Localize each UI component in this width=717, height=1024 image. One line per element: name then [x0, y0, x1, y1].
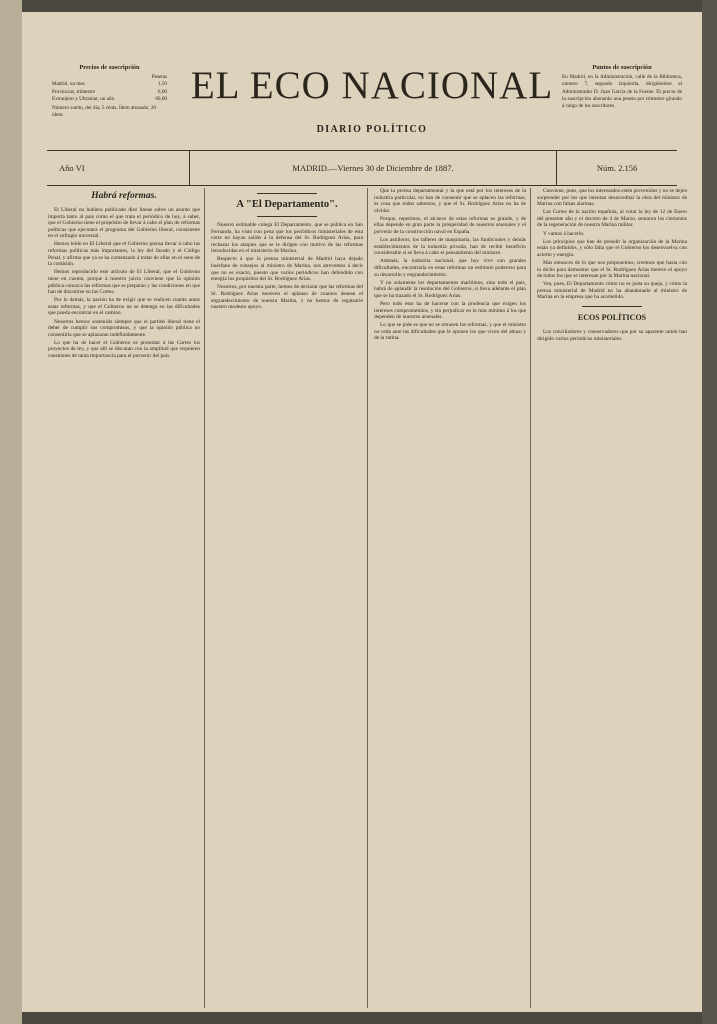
subscription-prices [52, 64, 167, 119]
price-row: Provincias, trimestre 6,00 [52, 88, 167, 95]
paragraph: Vea, pues, El Departamento cómo no es justa su queja, y cómo la prensa ministerial de Madrid no ha abandonado al ministro de Marina en la empresa que ha acometido. [537, 281, 687, 301]
price-row: Extranjero y Ultramar, un año 60,00 [52, 95, 167, 102]
points-text: En Madrid, en la Administración, calle de la Biblioteca, número 7, segundo izquierda, dirigiéndose al Administrador D. Juan Garcia de la Fuente. El precio de la suscripción abonarán una peseta por trimestre girando á cargo de los suscritores. [562, 74, 682, 110]
article-separator [582, 306, 642, 307]
previous-page-edge [0, 0, 22, 1024]
paragraph: Las Cortes de la nación española, al votar la ley de 12 de Enero del presente año y el decreto de 4 de Marzo, sentaron los cimientos de la regeneración de nuestra Marina militar. [537, 209, 687, 229]
paragraph: Porque, repetimos, el alcance de estas reformas es grande, y de ellas depende en gran parte la prosperidad de nuestros arsenales y el porvenir de la construcción naval en España. [374, 215, 526, 236]
column-2 [211, 188, 363, 1008]
paragraph: Y no solamente los departamentos marítimos, sino todo el pais, habrá de aplaudir la resolución del Gobierno, si lleva adelante el plan que se ha trazado el Sr. Rodríguez Arias. [374, 279, 526, 299]
newspaper-page [22, 12, 702, 1012]
prices-note: Número suelto, del día, 5 cénts. Ídem atrasado, 20 ídem. [52, 105, 157, 119]
paragraph: Nuestro estimable colega El Departamento, que se publica en San Fernando, ha visto con pena que los periódicos ministeriales de esta corte no hayan salido á la defensa del Sr. Rodríguez Arias, para rechazar los ataques que se le dirigen con motivo de las reformas introducidas en el ministerio de Marina. [211, 222, 363, 255]
paragraph: Por lo demás, la nación ha de exigir que se realicen cuanto antes estas reformas, y que el Gobierno no se detenga en las dificultades que pueda encontrar en el camino. [48, 297, 200, 317]
paragraph: Hemos leido en El Liberal que el Gobierno piensa llevar á cabo las reformas políticas más importantes, la ley del Jurado y el Código Penal, y afirma que ya se ha comenzado á tratar de ellas en el seno de la comisión. [48, 241, 200, 268]
paragraph: Lo que ha de hacer el Gobierno es presentar á las Cortes los proyectos de ley, y que allí se discutan con la amplitud que requieren cuestiones de tanta importancia para el porvenir del pais. [48, 339, 200, 359]
paragraph: Los conciliadores y conservadores que por su aparente unión han dirigido varios periódicos ministeriales. [537, 329, 687, 342]
column-rule [530, 188, 531, 1008]
paragraph: El Liberal no hubiera publicado diez lineas sobre un asunto que importa tanto al pais como el que trata el periódico de hoy, á saber, que el Gobierno tiene el propósito de llevar á cabo el plan de reformas políticas que ejecutara el programa del Gobierno liberal, consistente en el sufragio universal. [48, 207, 200, 240]
newspaper-title: EL ECO NACIONAL [190, 64, 554, 107]
newspaper-subtitle: DIARIO POLÍTICO [316, 124, 428, 135]
year-label: Año VI [47, 151, 190, 185]
masthead [32, 42, 692, 152]
paragraph: Mas entonces de lo que nos proponemos, creemos que basta con lo dicho para demostrar que el Sr. Rodríguez Arias merece el apoyo de todos los que se interesan por la Marina nacional. [537, 259, 687, 280]
paragraph: Pero todo esto ha de hacerse con la prudencia que exigen los intereses comprometidos, y sin perjudicar en lo más mínimo á los que dependen de nuestros arsenales. [374, 301, 526, 321]
paragraph: Que la prensa departamental y la que está por los intereses de la industria particular, no han de consentir que se aplacen las reformas, es cosa que todos sabemos, y que el Sr. Rodríguez Arias no ha de olvidar. [374, 188, 526, 214]
dateline-bar [47, 150, 677, 186]
paragraph: Respecto á que la prensa ministerial de Madrid haya dejado huérfano de consejos al ministro de Marina, nos atrevemos á decir que no es exacto, puesto que varios periódicos han defendido con energía los propósitos del Sr. Rodríguez Arias. [211, 256, 363, 283]
background-edge [702, 0, 717, 1024]
paragraph: Los astilleros, los talleres de maquinaria, las fundiciones y demás establecimientos de la industria privada, han de recibir beneficio considerable si se lleva á cabo el pensamiento del ministro. [374, 237, 526, 257]
prices-column-label: Pesetas [151, 74, 167, 81]
points-heading: Puntos de suscripción [592, 64, 652, 71]
paragraph: Nosotros, por nuestra parte, hemos de declarar que las reformas del Sr. Rodríguez Arias merecen el aplauso de cuantos desean el engrandecimiento de nuestra Marina, y no hemos de regatearle nuestro modesto apoyo. [211, 284, 363, 311]
subscription-points [562, 64, 682, 110]
issue-number: Núm. 2.156 [556, 151, 677, 185]
column-rule [204, 188, 205, 1008]
paragraph: Los principios que han de presidir la organización de la Marina están ya definidos, y sólo falta que el Gobierno los desenvuelva con acierto y energía. [537, 238, 687, 258]
article-separator [257, 193, 318, 194]
price-row: Madrid, un mes 1,50 [52, 81, 167, 88]
paragraph: Nosotros hemos sostenido siempre que el partido liberal tiene el deber de cumplir sus compromisos, y que la opinión pública no consentiría que se aplazaran indefinidamente. [48, 318, 200, 338]
headline-el-departamento: A "El Departamento". [236, 199, 338, 210]
paragraph: Conviene, pues, que los interesados estén prevenidos y no se dejen sorprender por los que intentan desacreditar la obra del ministro de Marina con falsas alarmas. [537, 188, 687, 208]
section-heading-ecos-politicos: ECOS POLÍTICOS [577, 313, 647, 322]
column-3 [374, 188, 526, 1008]
paragraph: Y vamos á hacerlo. [543, 230, 585, 237]
column-1 [48, 188, 200, 1008]
headline-habra-reformas: Habrá reformas. [91, 191, 157, 201]
paragraph: Lo que se pide es que no se retrasen las reformas, y que el ministro no ceda ante las dificultades que le oponen los que viven del abuso y de la rutina. [374, 322, 526, 342]
column-4 [537, 188, 687, 1008]
column-rule [367, 188, 368, 1008]
prices-heading: Precios de suscripción [79, 64, 140, 71]
paragraph: Además, la industria nacional, que hoy vive con grandes dificultades, encontraría en estas reformas un estímulo poderoso para su desarrollo y engrandecimiento. [374, 258, 526, 278]
dateline: MADRID.—Viernes 30 de Diciembre de 1887. [292, 163, 454, 173]
paragraph: Hemos reproducido este artículo de El Liberal, que el Gobierno tiene en cuenta, porque á nuestro juicio conviene que la opinión pública conozca las reformas que se preparan y las condiciones en que han de discutirse en las Cortes. [48, 269, 200, 296]
article-separator [257, 216, 318, 217]
